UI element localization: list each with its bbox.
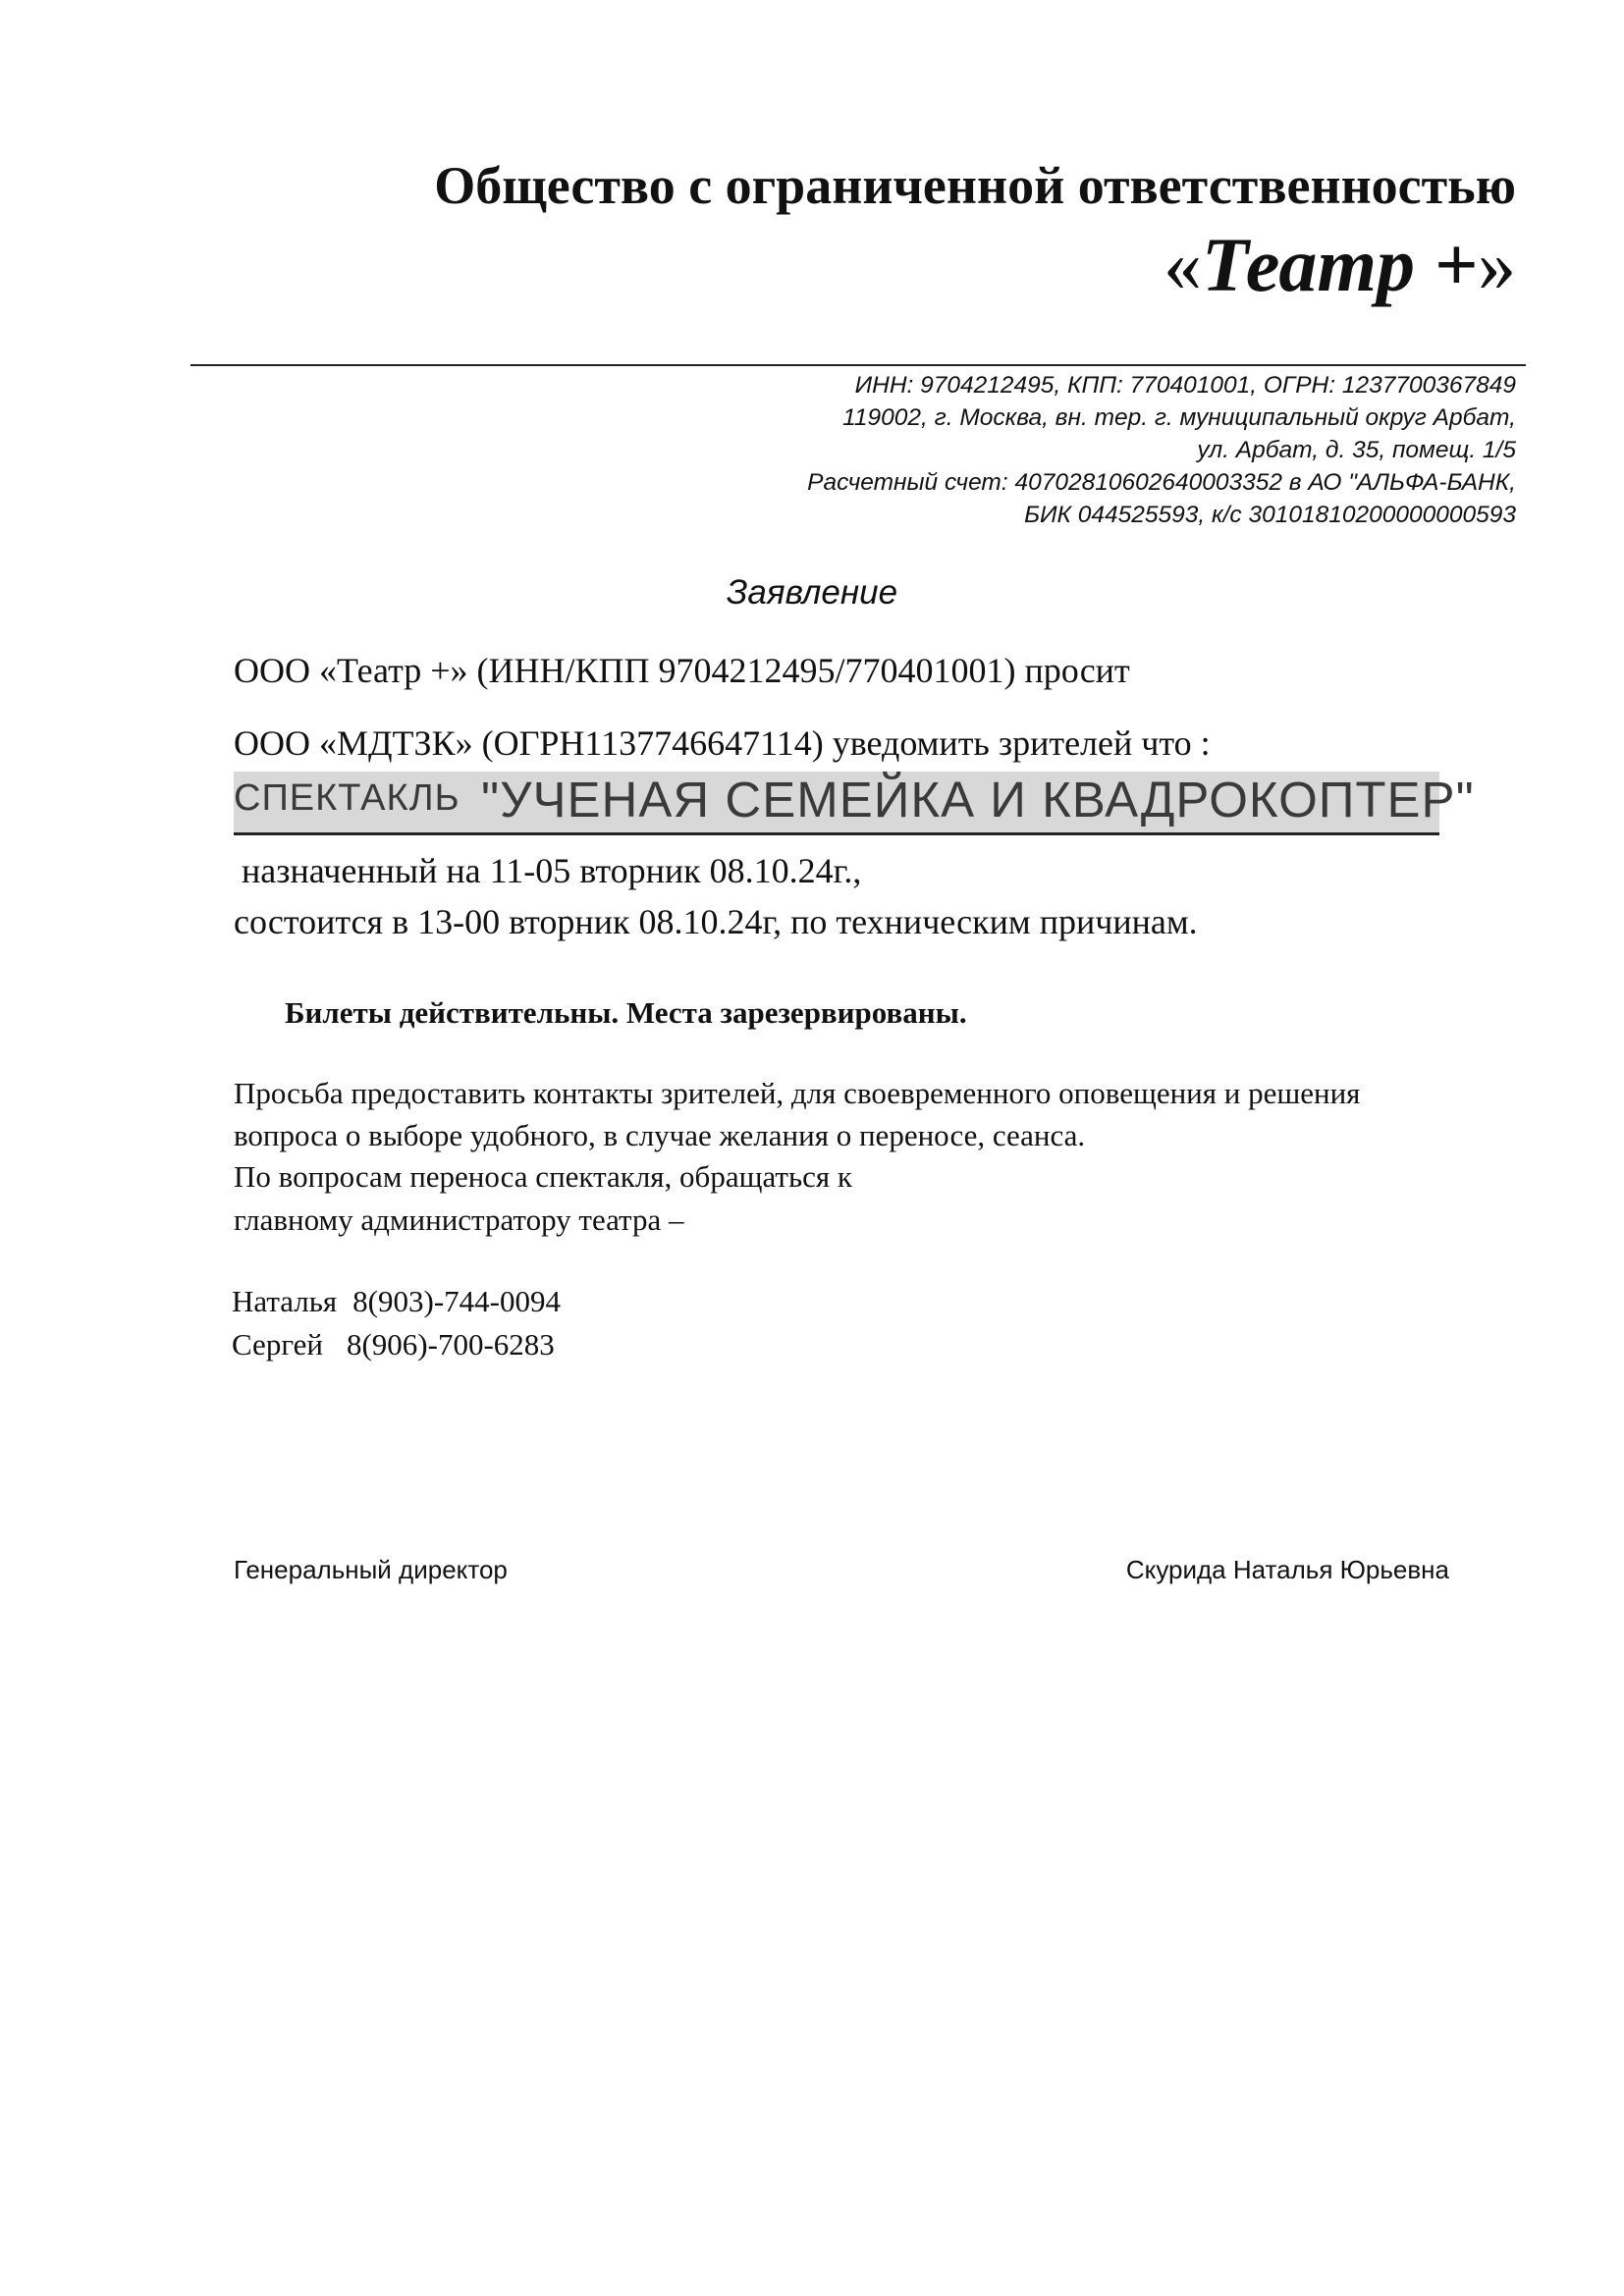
requisites-line: Расчетный счет: 40702810602640003352 в АО "АЛЬФА-БАНК,: [807, 469, 1516, 496]
organization-name-text: Театр +: [1201, 222, 1478, 307]
request-paragraph-line: вопроса о выборе удобного, в случае желания о переносе, сеанса.: [234, 1118, 1086, 1152]
contact-name: Наталья: [232, 1284, 338, 1318]
requisites-line: ИНН: 9704212495, КПП: 770401001, ОГРН: 1237700367849: [854, 372, 1516, 399]
contact-name: Сергей: [232, 1327, 323, 1362]
tickets-note: Билеты действительны. Места зарезервированы.: [285, 995, 967, 1030]
requisites-line: 119002, г. Москва, вн. тер. г. муниципальный округ Арбат,: [842, 404, 1516, 431]
open-quote: «: [1163, 222, 1202, 307]
scheduled-time: назначенный на 11-05 вторник 08.10.24г.,: [242, 851, 862, 890]
document-title: Заявление: [726, 573, 898, 612]
signatory-name: Скурида Наталья Юрьевна: [1125, 1555, 1449, 1584]
request-line-2: ООО «МДТЗК» (ОГРН1137746647114) уведомить зрителей что :: [234, 723, 1211, 763]
signatory-position: Генеральный директор: [234, 1555, 508, 1584]
organization-name: [1164, 221, 1516, 309]
play-label: СПЕКТАКЛЬ: [234, 777, 460, 819]
play-title: "УЧЕНАЯ СЕМЕЙКА И КВАДРОКОПТЕР": [481, 772, 1475, 828]
contact-row: [232, 1327, 555, 1362]
request-paragraph-line: Просьба предоставить контакты зрителей, для своевременного оповещения и решения: [234, 1076, 1361, 1110]
request-paragraph-line: главному администратору театра –: [234, 1202, 684, 1237]
contact-row: [232, 1284, 561, 1319]
close-quote: »: [1478, 222, 1516, 307]
requisites-line: БИК 044525593, к/с 30101810200000000593: [1024, 502, 1516, 528]
requisites-line: ул. Арбат, д. 35, помещ. 1/5: [1197, 437, 1516, 463]
company-requisites: [807, 369, 1516, 531]
request-paragraph-line: По вопросам переноса спектакля, обращаться к: [234, 1159, 852, 1194]
contact-phone: 8(903)-744-0094: [352, 1284, 561, 1318]
organization-form: Общество с ограниченной ответственностью: [434, 156, 1516, 215]
rescheduled-time: состоится в 13-00 вторник 08.10.24г, по техническим причинам.: [234, 902, 1198, 941]
header-divider: [190, 364, 1526, 366]
request-line-1: ООО «Театр +» (ИНН/КПП 9704212495/770401001) просит: [234, 651, 1130, 690]
contact-phone: 8(906)-700-6283: [346, 1327, 555, 1362]
